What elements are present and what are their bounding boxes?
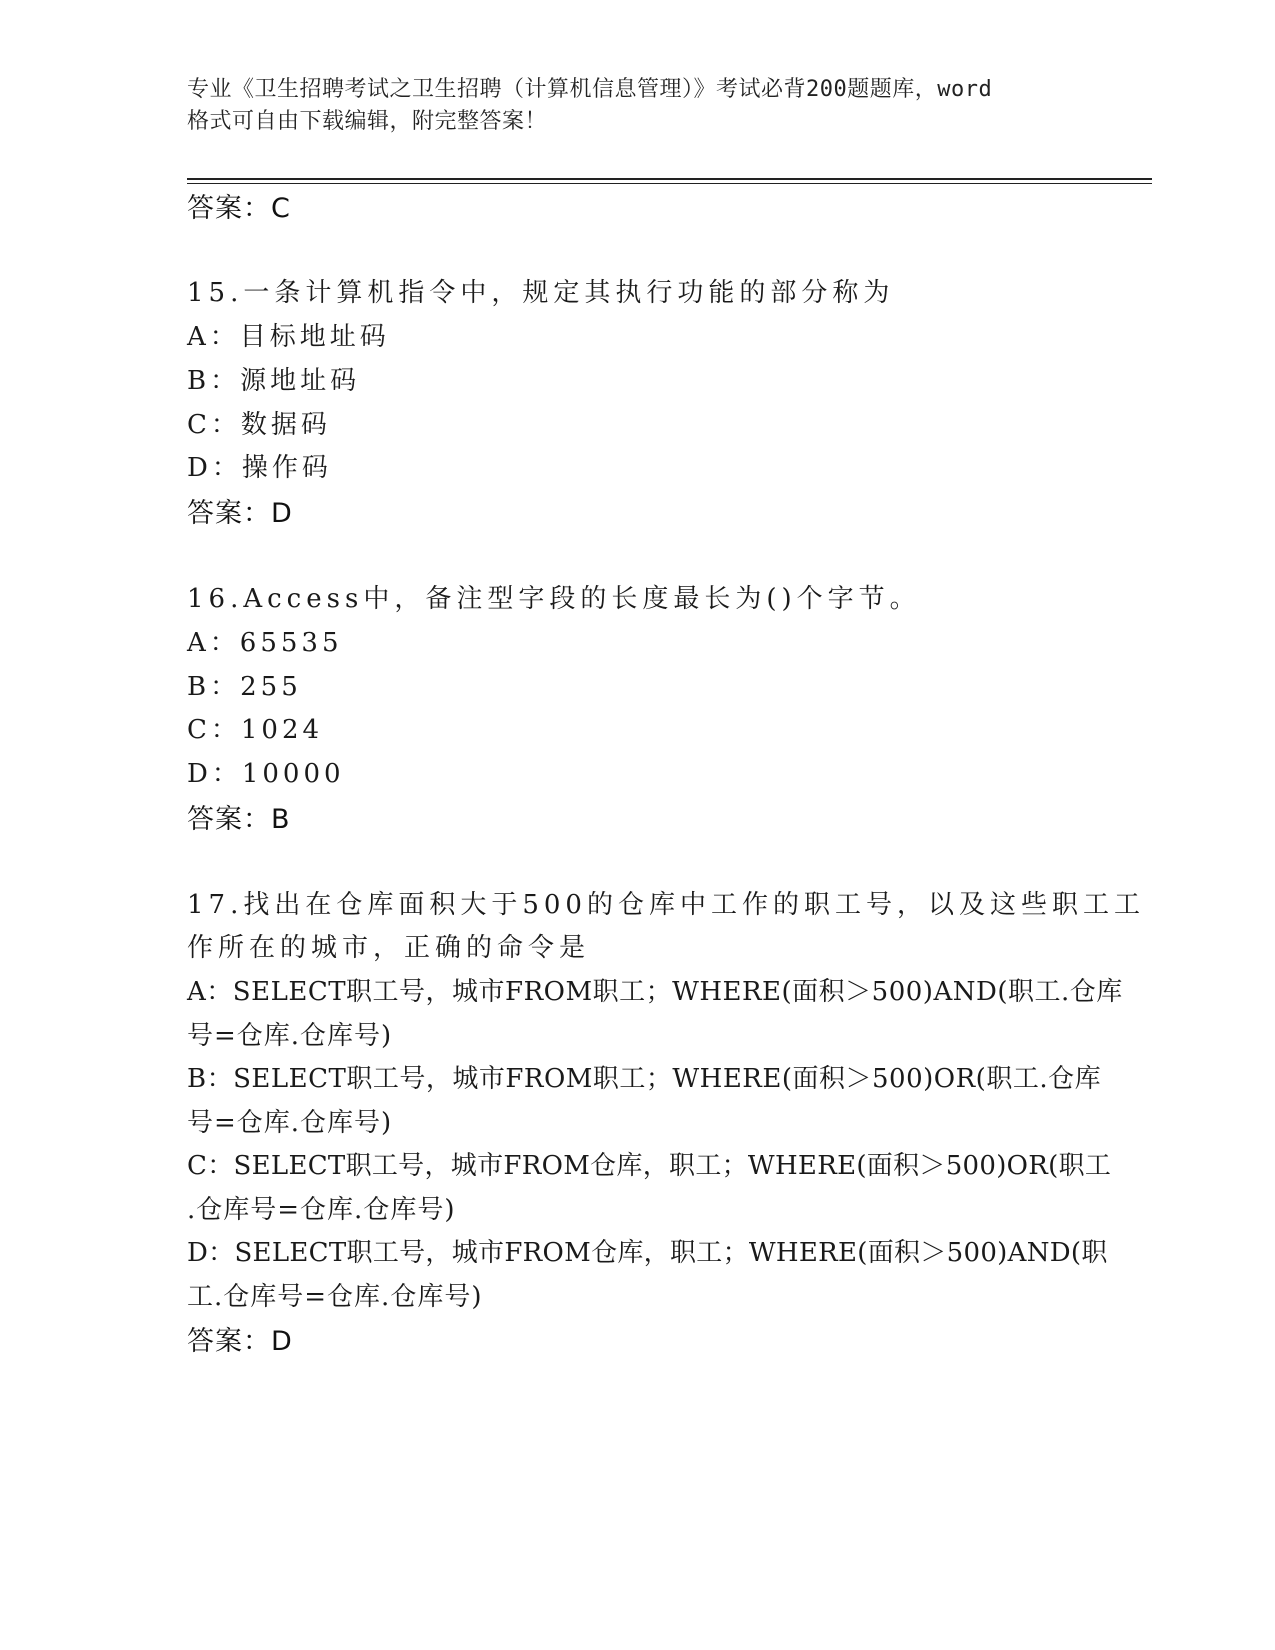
header-line-2: 格式可自由下载编辑，附完整答案！ xyxy=(187,109,548,134)
question-15-option-d: D：操作码 xyxy=(187,453,332,483)
question-17-option-c-line-2: .仓库号=仓库.仓库号) xyxy=(187,1195,456,1225)
question-17-option-a-line-2: 号=仓库.仓库号) xyxy=(187,1021,393,1051)
question-17-option-b-line-2: 号=仓库.仓库号) xyxy=(187,1108,393,1138)
question-17-option-b-line-1: B：SELECT职工号，城市FROM职工；WHERE(面积＞500)OR(职工.仓库 xyxy=(187,1064,1102,1094)
question-15-option-a: A：目标地址码 xyxy=(187,322,390,352)
question-16-option-d: D：10000 xyxy=(187,759,345,789)
question-16-option-a: A：65535 xyxy=(187,628,343,658)
question-17-text-line-1: 17.找出在仓库面积大于500的仓库中工作的职工号，以及这些职工工 xyxy=(187,890,1145,920)
header-divider xyxy=(187,178,1152,180)
question-17-text-line-2: 作所在的城市，正确的命令是 xyxy=(187,933,591,963)
question-15-answer: 答案：D xyxy=(187,498,293,529)
question-16-option-b: B：255 xyxy=(187,672,302,702)
question-17-option-c-line-1: C：SELECT职工号，城市FROM仓库，职工；WHERE(面积＞500)OR(职工 xyxy=(187,1151,1112,1181)
header-line-1: 专业《卫生招聘考试之卫生招聘（计算机信息管理）》考试必背200题题库，word xyxy=(187,77,993,102)
question-15-option-c: C：数据码 xyxy=(187,410,331,440)
question-15-option-b: B：源地址码 xyxy=(187,366,361,396)
question-17-answer: 答案：D xyxy=(187,1326,293,1357)
previous-answer: 答案：C xyxy=(187,193,291,224)
document-header xyxy=(187,74,1087,138)
question-16-option-c: C：1024 xyxy=(187,715,324,745)
question-15-text: 15.一条计算机指令中，规定其执行功能的部分称为 xyxy=(187,278,895,308)
question-17-option-d-line-1: D：SELECT职工号，城市FROM仓库，职工；WHERE(面积＞500)AND(职 xyxy=(187,1238,1108,1268)
question-16-text: 16.Access中，备注型字段的长度最长为()个字节。 xyxy=(187,584,921,614)
question-16-answer: 答案：B xyxy=(187,804,291,835)
header-divider-thin xyxy=(187,183,1152,184)
question-17-option-d-line-2: 工.仓库号=仓库.仓库号) xyxy=(187,1282,483,1312)
question-17-option-a-line-1: A：SELECT职工号，城市FROM职工；WHERE(面积＞500)AND(职工.仓库 xyxy=(187,977,1123,1007)
